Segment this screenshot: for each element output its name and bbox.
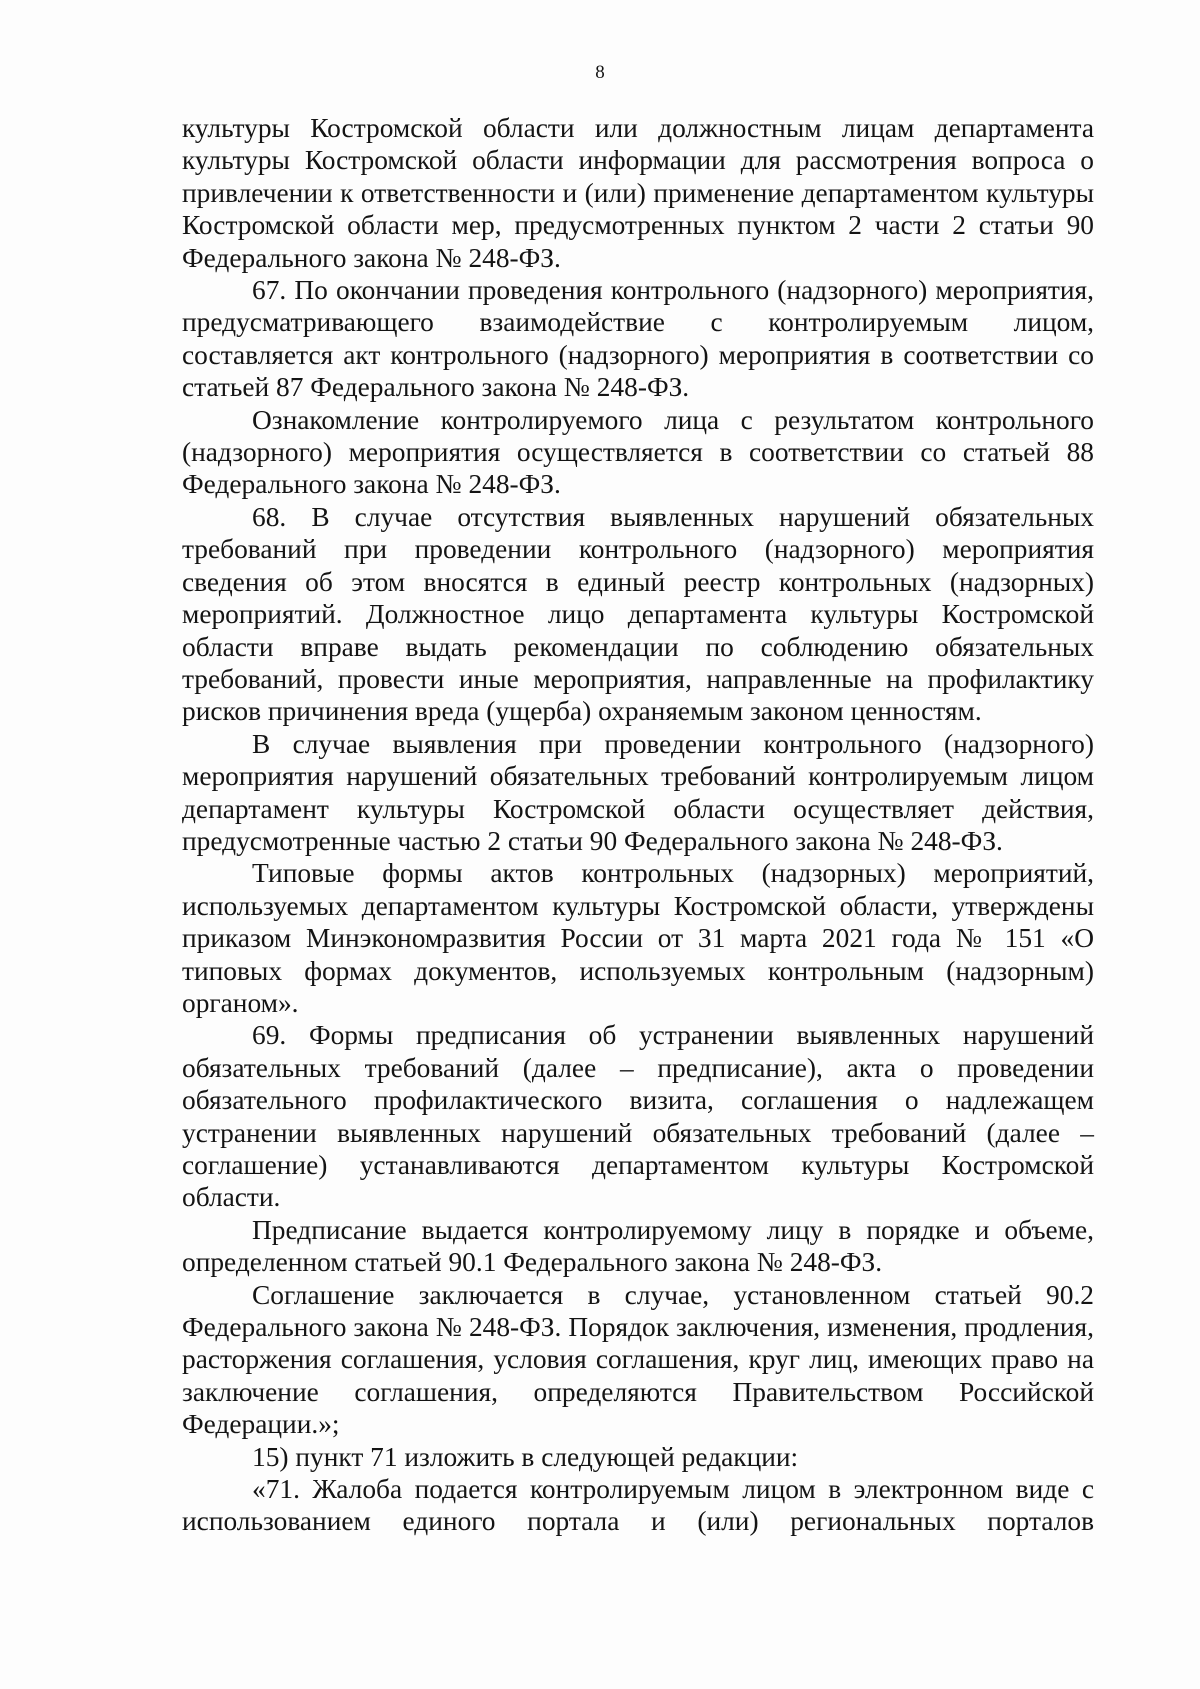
paragraph-68: 68. В случае отсутствия выявленных нарушений обязательных требований при проведении контрольного (надзорного) мероприятия сведения об этом вносятся в единый реестр контрольных (надзорных) мероприятий. Должностное лицо департамента культуры Костромской области вправе выдать рекомендации по соблюдению обязательных требований, провести иные мероприятия, направленные на профилактику рисков причинения вреда (ущерба) охраняемым законом ценностям. xyxy=(182,501,1094,727)
paragraph-71: «71. Жалоба подается контролируемым лицом в электронном виде с использованием единого портала и (или) региональных порталов xyxy=(182,1474,1094,1537)
paragraph-violations-detected: В случае выявления при проведении контрольного (надзорного) мероприятия нарушений обязательных требований контролируемым лицом департамент культуры Костромской области осуществляет действия, предусмотренные частью 2 статьи 90 Федерального закона № 248-ФЗ. xyxy=(182,728,1094,856)
page-number: 8 xyxy=(595,62,605,83)
paragraph-67: 67. По окончании проведения контрольного (надзорного) мероприятия, предусматривающего взаимодействие с контролируемым лицом, составляется акт контрольного (надзорного) мероприятия в соответствии со статьей 87 Федерального закона № 248-ФЗ. xyxy=(182,275,1094,403)
paragraph-order: Предписание выдается контролируемому лицу в порядке и объеме, определенном статьей 90.1 Федерального закона № 248-ФЗ. xyxy=(182,1214,1094,1278)
paragraph-continuation: культуры Костромской области или должностным лицам департамента культуры Костромской области информации для рассмотрения вопроса о привлечении к ответственности и (или) применение департаментом культуры Костромской области мер, предусмотренных пунктом 2 части 2 статьи 90 Федерального закона № 248-ФЗ. xyxy=(182,113,1094,273)
document-body xyxy=(182,112,1094,1538)
paragraph-standard-forms: Типовые формы актов контрольных (надзорных) мероприятий, используемых департаментом культуры Костромской области, утверждены приказом Минэкономразвития России от 31 марта 2021 года № 151 «О типовых формах документов, используемых контрольным (надзорным) органом». xyxy=(182,858,1094,1018)
paragraph-familiarization: Ознакомление контролируемого лица с результатом контрольного (надзорного) мероприятия осуществляется в соответствии со статьей 88 Федерального закона № 248-ФЗ. xyxy=(182,404,1094,500)
paragraph-item-15: 15) пункт 71 изложить в следующей редакции: xyxy=(252,1441,799,1472)
paragraph-agreement: Соглашение заключается в случае, установленном статьей 90.2 Федерального закона № 248-ФЗ. Порядок заключения, изменения, продления, расторжения соглашения, условия соглашения, круг лиц, имеющих право на заключение соглашения, определяются Правительством Российской Федерации.»; xyxy=(182,1279,1094,1440)
paragraph-69: 69. Формы предписания об устранении выявленных нарушений обязательных требований (далее – предписание), акта о проведении обязательного профилактического визита, соглашения о надлежащем устранении выявленных нарушений обязательных требований (далее – соглашение) устанавливаются департаментом культуры Костромской области. xyxy=(182,1020,1094,1213)
